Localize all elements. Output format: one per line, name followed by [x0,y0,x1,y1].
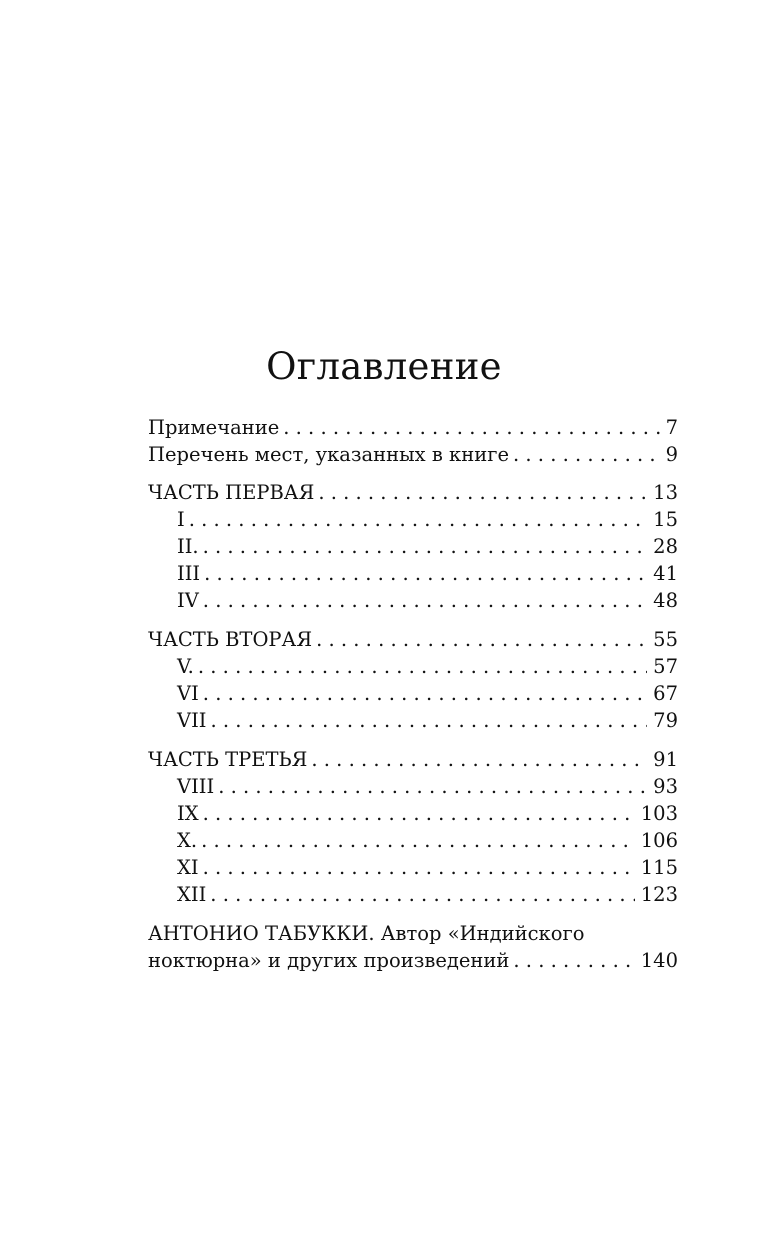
toc-chapter[interactable] [148,707,678,734]
toc-chapter[interactable] [148,653,678,680]
toc-page-number: 55 [653,628,678,651]
dot-leader [509,947,634,974]
toc-entry-label: Перечень мест, указанных в книге [148,443,509,466]
toc-part-label: ЧАСТЬ ПЕРВАЯ [148,481,315,504]
toc-entry-label: ноктюрна» и других произведений [148,949,510,972]
toc-chapter[interactable] [148,506,678,533]
toc-page-number: 115 [640,856,678,879]
dot-leader [199,587,647,614]
toc-entry-label: Примечание [148,416,280,439]
toc-chapter-label: V. [177,655,194,678]
toc-chapter-label: III [177,562,201,585]
toc-chapter[interactable] [148,854,678,881]
dot-leader [200,560,647,587]
toc-part-two[interactable] [148,626,678,653]
dot-leader [199,680,647,707]
toc-chapter[interactable] [148,773,678,800]
toc-chapter-label: II. [177,535,199,558]
toc-page-number: 57 [653,655,678,678]
dot-leader [207,707,648,734]
dot-leader [214,773,647,800]
toc-chapter-label: X. [177,829,198,852]
toc-chapter[interactable] [148,800,678,827]
toc-page-number: 48 [653,589,678,612]
toc-chapter-label: VII [177,709,207,732]
toc-page-number: 93 [653,775,678,798]
toc-chapter-label: XI [177,856,199,879]
dot-leader [194,653,647,680]
toc-page-number: 7 [665,416,678,439]
dot-leader [314,479,647,506]
toc-chapter[interactable] [148,560,678,587]
toc-page-number: 28 [653,535,678,558]
dot-leader [312,626,647,653]
toc-chapter-label: VI [177,682,199,705]
dot-leader [185,506,647,533]
toc-page-number: 13 [653,481,678,504]
toc-chapter[interactable] [148,827,678,854]
toc-entry-places[interactable] [148,441,678,468]
dot-leader [199,854,635,881]
toc-afterword-line1: АНТОНИО ТАБУККИ. Автор «Индийского [148,922,585,945]
dot-leader [307,746,647,773]
toc-chapter[interactable] [148,587,678,614]
toc-page-number: 41 [653,562,678,585]
dot-leader [509,441,660,468]
toc-part-label: ЧАСТЬ ВТОРАЯ [148,628,313,651]
toc-page-number: 79 [653,709,678,732]
toc-chapter-label: IV [177,589,199,612]
toc-page-number: 91 [653,748,678,771]
toc-page-number: 9 [665,443,678,466]
toc-part-label: ЧАСТЬ ТРЕТЬЯ [148,748,308,771]
toc-page-number: 140 [640,949,678,972]
toc-chapter-label: IX [177,802,199,825]
dot-leader [199,533,648,560]
toc-page-number: 67 [653,682,678,705]
dot-leader [206,881,634,908]
dot-leader [279,414,659,441]
toc-part-three[interactable] [148,746,678,773]
table-of-contents [148,414,678,974]
toc-chapter[interactable] [148,533,678,560]
toc-page-number: 123 [640,883,678,906]
toc-page-number: 106 [640,829,678,852]
page-title: Оглавление [266,345,502,388]
dot-leader [197,827,635,854]
toc-chapter-label: I [177,508,185,531]
toc-part-one[interactable] [148,479,678,506]
toc-chapter[interactable] [148,680,678,707]
dot-leader [199,800,635,827]
toc-afterword-line2 [148,947,678,974]
toc-entry-note[interactable] [148,414,678,441]
toc-page-number: 15 [653,508,678,531]
toc-page-number: 103 [640,802,678,825]
toc-chapter-label: VIII [177,775,215,798]
toc-chapter-label: XII [177,883,207,906]
toc-chapter[interactable] [148,881,678,908]
toc-afterword[interactable] [148,920,678,974]
